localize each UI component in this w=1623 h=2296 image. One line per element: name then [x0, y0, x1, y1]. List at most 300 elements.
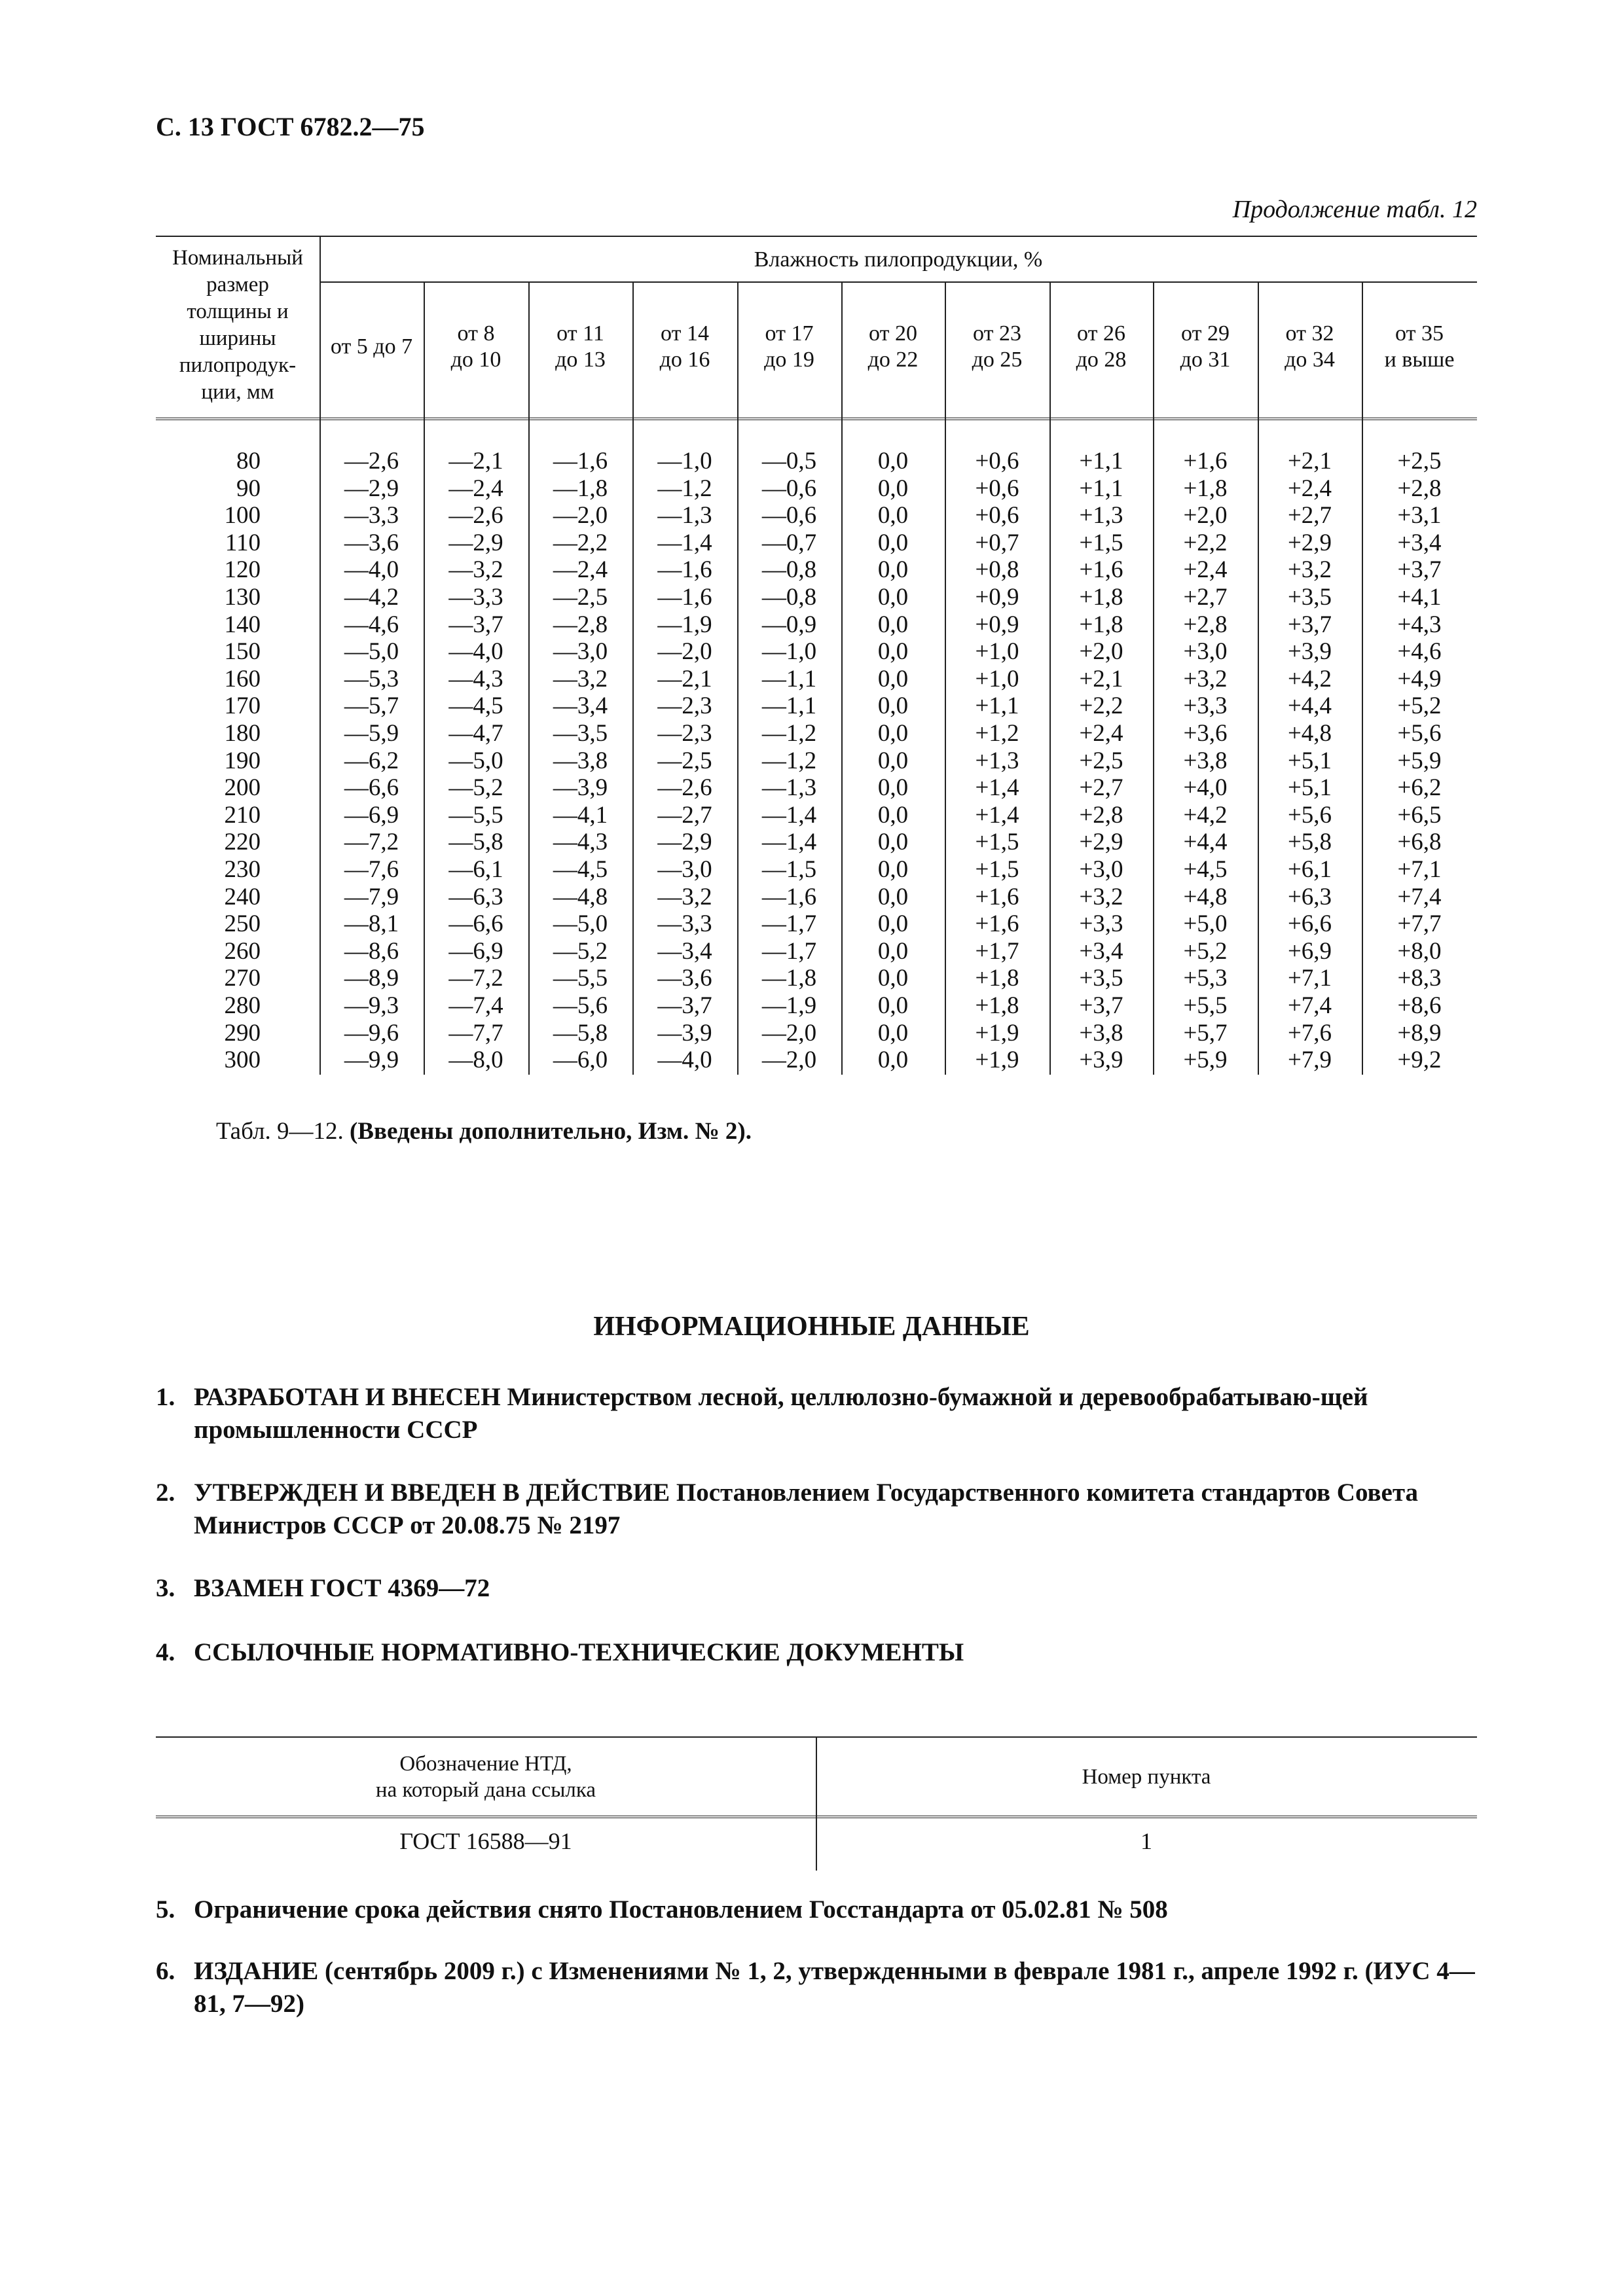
moisture-value-cell: —1,1	[761, 692, 817, 720]
moisture-value-cell: +5,5	[1183, 992, 1228, 1019]
table-body	[156, 420, 1477, 1075]
moisture-value-cell: —4,0	[344, 556, 399, 584]
moisture-value-cell: —2,7	[657, 801, 712, 829]
moisture-value-cell: 0,0	[877, 910, 909, 938]
moisture-column-header: от 23 до 25	[972, 321, 1023, 372]
moisture-value-cell: —5,2	[448, 774, 503, 802]
moisture-value-cell: +5,2	[1183, 937, 1228, 965]
moisture-value-cell: —7,9	[344, 883, 399, 910]
moisture-value-cell: +4,5	[1183, 856, 1228, 883]
table-row	[156, 529, 1477, 557]
table-row	[156, 910, 1477, 938]
size-cell: 170	[224, 692, 261, 720]
table-row	[156, 475, 1477, 503]
table-column-divider	[737, 281, 739, 1075]
moisture-value-cell: +8,6	[1397, 992, 1442, 1019]
table-row	[156, 584, 1477, 611]
moisture-value-cell: —1,0	[761, 638, 817, 666]
size-cell: 90	[236, 475, 261, 502]
size-cell: 110	[225, 529, 261, 556]
moisture-value-cell: +5,6	[1287, 801, 1332, 829]
moisture-value-cell: +1,0	[975, 638, 1019, 666]
moisture-value-cell: +1,5	[975, 856, 1019, 883]
moisture-column-header: от 11 до 13	[555, 321, 606, 372]
moisture-value-cell: +7,4	[1287, 992, 1332, 1019]
moisture-value-cell: +1,9	[975, 1019, 1019, 1047]
moisture-value-cell: +3,8	[1079, 1019, 1123, 1047]
moisture-value-cell: —1,3	[761, 774, 817, 802]
moisture-value-cell: +3,0	[1183, 638, 1228, 666]
ntd-designation-header: Обозначение НТД, на который дана ссылка	[375, 1752, 596, 1802]
moisture-value-cell: +1,6	[1079, 556, 1123, 584]
moisture-value-cell: —4,0	[448, 638, 503, 666]
moisture-value-cell: +1,1	[975, 692, 1019, 720]
moisture-value-cell: 0,0	[877, 883, 909, 910]
moisture-column-header: от 17 до 19	[764, 321, 814, 372]
moisture-value-cell: —5,7	[344, 692, 399, 720]
moisture-value-cell: —2,1	[448, 448, 503, 475]
moisture-value-cell: 0,0	[877, 720, 909, 747]
moisture-value-cell: —1,0	[657, 448, 712, 475]
table-footnote: Табл. 9—12. (Введены дополнительно, Изм. № 2).	[216, 1118, 752, 1145]
moisture-value-cell: +3,3	[1183, 692, 1228, 720]
moisture-value-cell: 0,0	[877, 801, 909, 829]
moisture-value-cell: +2,0	[1183, 502, 1228, 529]
moisture-value-cell: +2,8	[1079, 801, 1123, 829]
moisture-value-cell: +2,7	[1287, 502, 1332, 529]
moisture-value-cell: +5,6	[1397, 720, 1442, 747]
moisture-value-cell: —8,6	[344, 937, 399, 965]
moisture-value-cell: —1,6	[657, 584, 712, 611]
moisture-value-cell: —4,6	[344, 611, 399, 638]
size-cell: 100	[224, 502, 261, 529]
moisture-value-cell: +3,7	[1397, 556, 1442, 584]
table-row	[156, 448, 1477, 475]
moisture-value-cell: —2,0	[657, 638, 712, 666]
table-row	[156, 774, 1477, 802]
moisture-value-cell: —3,3	[344, 502, 399, 529]
moisture-value-cell: —2,2	[553, 529, 608, 556]
ntd-column-divider	[816, 1736, 817, 1871]
moisture-value-cell: —1,7	[761, 910, 817, 938]
moisture-column-header: от 20 до 22	[867, 321, 919, 372]
moisture-value-cell: +3,4	[1079, 937, 1123, 965]
moisture-value-cell: —2,3	[657, 720, 712, 747]
moisture-value-cell: +1,0	[975, 665, 1019, 692]
size-cell: 200	[224, 774, 261, 802]
size-cell: 210	[224, 801, 261, 829]
moisture-value-cell: +7,9	[1287, 1047, 1332, 1074]
table-column-divider	[1049, 281, 1051, 1075]
size-cell: 280	[224, 992, 261, 1019]
moisture-value-cell: +5,2	[1397, 692, 1442, 720]
moisture-value-cell: —9,9	[344, 1047, 399, 1074]
moisture-value-cell: —1,1	[761, 665, 817, 692]
table-row	[156, 720, 1477, 747]
moisture-value-cell: +2,8	[1397, 475, 1442, 502]
moisture-value-cell: +4,0	[1183, 774, 1228, 802]
moisture-value-cell: +3,8	[1183, 747, 1228, 774]
moisture-value-cell: —3,2	[553, 665, 608, 692]
info-section-title: ИНФОРМАЦИОННЫЕ ДАННЫЕ	[593, 1312, 1030, 1342]
table-column-divider	[1153, 281, 1154, 1075]
moisture-value-cell: —3,2	[448, 556, 503, 584]
moisture-value-cell: —7,2	[344, 829, 399, 856]
moisture-value-cell: —4,5	[553, 856, 608, 883]
moisture-value-cell: —2,9	[344, 475, 399, 502]
moisture-value-cell: +1,8	[1183, 475, 1228, 502]
moisture-value-cell: —3,9	[553, 774, 608, 802]
moisture-value-cell: —9,6	[344, 1019, 399, 1047]
moisture-value-cell: +0,7	[975, 529, 1019, 556]
moisture-group-header: Влажность пилопродукции, %	[319, 237, 1477, 283]
moisture-value-cell: +9,2	[1397, 1047, 1442, 1074]
moisture-value-cell: —3,7	[448, 611, 503, 638]
info-item-6: 6. ИЗДАНИЕ (сентябрь 2009 г.) с Изменениями № 1, 2, утвержденными в феврале 1981 г., апреле 1992 г. (ИУС 4—81, 7—92)	[156, 1957, 1475, 2018]
size-cell: 130	[224, 584, 261, 611]
moisture-column-header: от 14 до 16	[659, 321, 710, 372]
moisture-value-cell: —0,5	[761, 448, 817, 475]
moisture-value-cell: —6,0	[553, 1047, 608, 1074]
moisture-value-cell: —2,8	[553, 611, 608, 638]
moisture-value-cell: +1,5	[975, 829, 1019, 856]
moisture-value-cell: 0,0	[877, 692, 909, 720]
size-cell: 220	[224, 829, 261, 856]
moisture-value-cell: —1,9	[761, 992, 817, 1019]
moisture-value-cell: +2,2	[1183, 529, 1228, 556]
moisture-value-cell: +1,4	[975, 774, 1019, 802]
moisture-value-cell: +2,9	[1079, 829, 1123, 856]
moisture-value-cell: —1,3	[657, 502, 712, 529]
table-row	[156, 938, 1477, 965]
table-row	[156, 1020, 1477, 1047]
moisture-value-cell: +3,7	[1287, 611, 1332, 638]
moisture-value-cell: —7,6	[344, 856, 399, 883]
moisture-column-header: от 35 и выше	[1384, 321, 1455, 372]
moisture-value-cell: +4,2	[1287, 665, 1332, 692]
table-column-divider	[632, 281, 634, 1075]
moisture-value-cell: 0,0	[877, 856, 909, 883]
moisture-value-cell: —1,6	[553, 448, 608, 475]
moisture-value-cell: —4,8	[553, 883, 608, 910]
moisture-value-cell: —1,6	[761, 883, 817, 910]
moisture-value-cell: —4,3	[448, 665, 503, 692]
moisture-value-cell: —5,5	[553, 965, 608, 992]
table-row	[156, 802, 1477, 829]
moisture-value-cell: +0,9	[975, 584, 1019, 611]
moisture-value-cell: —6,3	[448, 883, 503, 910]
table-row	[156, 502, 1477, 529]
moisture-value-cell: +1,8	[1079, 611, 1123, 638]
moisture-value-cell: +2,4	[1287, 475, 1332, 502]
moisture-value-cell: —3,7	[657, 992, 712, 1019]
moisture-value-cell: +4,4	[1183, 829, 1228, 856]
moisture-value-cell: —6,9	[448, 937, 503, 965]
moisture-value-cell: —2,4	[448, 475, 503, 502]
moisture-value-cell: +3,9	[1079, 1047, 1123, 1074]
moisture-value-cell: —0,6	[761, 475, 817, 502]
size-cell: 140	[224, 611, 261, 638]
moisture-value-cell: —4,5	[448, 692, 503, 720]
moisture-value-cell: +6,6	[1287, 910, 1332, 938]
moisture-value-cell: —5,6	[553, 992, 608, 1019]
moisture-value-cell: —1,5	[761, 856, 817, 883]
moisture-value-cell: +2,7	[1079, 774, 1123, 802]
moisture-value-cell: +1,6	[975, 883, 1019, 910]
moisture-value-cell: +4,2	[1183, 801, 1228, 829]
table-row	[156, 666, 1477, 693]
moisture-value-cell: 0,0	[877, 584, 909, 611]
moisture-value-cell: +3,2	[1183, 665, 1228, 692]
size-cell: 250	[224, 910, 261, 938]
moisture-value-cell: +6,9	[1287, 937, 1332, 965]
table-row	[156, 884, 1477, 911]
moisture-value-cell: —3,6	[344, 529, 399, 556]
moisture-value-cell: —4,0	[657, 1047, 712, 1074]
moisture-value-cell: +2,1	[1287, 448, 1332, 475]
moisture-value-cell: +3,1	[1397, 502, 1442, 529]
moisture-value-cell: —1,2	[761, 747, 817, 774]
moisture-value-cell: +5,7	[1183, 1019, 1228, 1047]
moisture-value-cell: +8,3	[1397, 965, 1442, 992]
moisture-value-cell: —1,2	[657, 475, 712, 502]
moisture-value-cell: —3,6	[657, 965, 712, 992]
moisture-value-cell: —4,7	[448, 720, 503, 747]
moisture-value-cell: +8,9	[1397, 1019, 1442, 1047]
moisture-value-cell: +7,7	[1397, 910, 1442, 938]
table-column-divider	[1362, 281, 1363, 1075]
moisture-value-cell: —8,0	[448, 1047, 503, 1074]
moisture-value-cell: —1,6	[657, 556, 712, 584]
size-cell: 120	[224, 556, 261, 584]
moisture-value-cell: +2,4	[1079, 720, 1123, 747]
table-row	[156, 611, 1477, 639]
moisture-value-cell: +2,8	[1183, 611, 1228, 638]
page-title: С. 13 ГОСТ 6782.2—75	[156, 112, 425, 141]
table-column-divider	[528, 281, 530, 1075]
size-cell: 240	[224, 883, 261, 910]
moisture-value-cell: —0,7	[761, 529, 817, 556]
moisture-value-cell: +2,0	[1079, 638, 1123, 666]
moisture-value-cell: —2,6	[344, 448, 399, 475]
moisture-value-cell: +5,9	[1397, 747, 1442, 774]
moisture-value-cell: —5,0	[344, 638, 399, 666]
moisture-value-cell: —0,8	[761, 556, 817, 584]
ntd-reference-table	[156, 1736, 1477, 1871]
info-item-4: 4. ССЫЛОЧНЫЕ НОРМАТИВНО-ТЕХНИЧЕСКИЕ ДОКУМЕНТЫ	[156, 1638, 964, 1666]
moisture-value-cell: +2,5	[1079, 747, 1123, 774]
moisture-value-cell: +4,8	[1183, 883, 1228, 910]
info-item-5: 5. Ограничение срока действия снято Постановлением Госстандарта от 05.02.81 № 508	[156, 1895, 1168, 1924]
moisture-value-cell: +6,2	[1397, 774, 1442, 802]
moisture-column-header: от 26 до 28	[1076, 321, 1127, 372]
table-column-divider	[424, 281, 425, 1075]
moisture-value-cell: —2,5	[553, 584, 608, 611]
ntd-clause-header: Номер пункта	[1082, 1765, 1211, 1789]
ntd-clause-cell: 1	[1140, 1828, 1152, 1854]
moisture-value-cell: —6,9	[344, 801, 399, 829]
moisture-column-header: от 5 до 7	[330, 334, 413, 359]
table-row	[156, 965, 1477, 992]
moisture-value-cell: —3,0	[657, 856, 712, 883]
moisture-value-cell: +5,1	[1287, 747, 1332, 774]
moisture-value-cell: —9,3	[344, 992, 399, 1019]
moisture-value-cell: —3,3	[657, 910, 712, 938]
moisture-value-cell: +1,7	[975, 937, 1019, 965]
size-column-header: Номинальный размер толщины и ширины пилопродук- ции, мм	[172, 246, 303, 404]
moisture-value-cell: —4,1	[553, 801, 608, 829]
moisture-value-cell: —3,2	[657, 883, 712, 910]
moisture-value-cell: —2,1	[657, 665, 712, 692]
size-cell: 150	[224, 638, 261, 666]
moisture-value-cell: +7,6	[1287, 1019, 1332, 1047]
moisture-value-cell: —2,3	[657, 692, 712, 720]
moisture-value-cell: +5,1	[1287, 774, 1332, 802]
table-row	[156, 1047, 1477, 1074]
moisture-value-cell: 0,0	[877, 529, 909, 556]
moisture-value-cell: +1,1	[1079, 448, 1123, 475]
moisture-value-cell: +3,3	[1079, 910, 1123, 938]
moisture-value-cell: +7,1	[1397, 856, 1442, 883]
moisture-value-cell: +0,9	[975, 611, 1019, 638]
moisture-value-cell: +5,8	[1287, 829, 1332, 856]
moisture-value-cell: —3,5	[553, 720, 608, 747]
moisture-value-cell: —5,9	[344, 720, 399, 747]
table-column-divider	[1258, 281, 1259, 1075]
moisture-value-cell: 0,0	[877, 1047, 909, 1074]
moisture-value-cell: +1,8	[975, 965, 1019, 992]
moisture-value-cell: +1,1	[1079, 475, 1123, 502]
table-row	[156, 692, 1477, 720]
moisture-value-cell: +3,4	[1397, 529, 1442, 556]
table-column-divider	[945, 281, 946, 1075]
moisture-value-cell: +4,1	[1397, 584, 1442, 611]
moisture-value-cell: +3,5	[1287, 584, 1332, 611]
moisture-column-header: от 8 до 10	[450, 321, 501, 372]
moisture-value-cell: —2,5	[657, 747, 712, 774]
info-item-2: 2. УТВЕРЖДЕН И ВВЕДЕН В ДЕЙСТВИЕ Постановлением Государственного комитета стандартов Совета Министров СССР от 20.08.75 № 2197	[156, 1479, 1418, 1539]
moisture-value-cell: +3,2	[1079, 883, 1123, 910]
size-cell: 290	[224, 1019, 261, 1047]
moisture-value-cell: —7,2	[448, 965, 503, 992]
moisture-value-cell: +4,4	[1287, 692, 1332, 720]
moisture-value-cell: 0,0	[877, 1019, 909, 1047]
moisture-value-cell: +8,0	[1397, 937, 1442, 965]
moisture-value-cell: —1,9	[657, 611, 712, 638]
size-cell: 230	[224, 856, 261, 883]
moisture-value-cell: +5,0	[1183, 910, 1228, 938]
moisture-value-cell: —4,2	[344, 584, 399, 611]
moisture-value-cell: 0,0	[877, 937, 909, 965]
moisture-value-cell: —8,1	[344, 910, 399, 938]
moisture-value-cell: +4,3	[1397, 611, 1442, 638]
moisture-value-cell: 0,0	[877, 965, 909, 992]
table-row	[156, 556, 1477, 584]
table-row	[156, 747, 1477, 775]
moisture-value-cell: —1,4	[657, 529, 712, 556]
moisture-value-cell: +2,9	[1287, 529, 1332, 556]
moisture-value-cell: —6,1	[448, 856, 503, 883]
moisture-value-cell: +1,2	[975, 720, 1019, 747]
moisture-value-cell: —7,4	[448, 992, 503, 1019]
moisture-value-cell: 0,0	[877, 448, 909, 475]
moisture-value-cell: 0,0	[877, 638, 909, 666]
moisture-value-cell: 0,0	[877, 747, 909, 774]
moisture-value-cell: —1,4	[761, 801, 817, 829]
moisture-value-cell: +6,8	[1397, 829, 1442, 856]
moisture-value-cell: 0,0	[877, 475, 909, 502]
moisture-value-cell: +6,5	[1397, 801, 1442, 829]
moisture-value-cell: —3,4	[553, 692, 608, 720]
moisture-value-cell: —2,6	[657, 774, 712, 802]
ntd-designation-cell: ГОСТ 16588—91	[399, 1828, 572, 1854]
moisture-value-cell: —2,6	[448, 502, 503, 529]
moisture-value-cell: 0,0	[877, 665, 909, 692]
moisture-value-cell: —6,6	[448, 910, 503, 938]
moisture-value-cell: +4,6	[1397, 638, 1442, 666]
size-cell: 190	[224, 747, 261, 774]
moisture-value-cell: —3,3	[448, 584, 503, 611]
moisture-value-cell: —5,8	[553, 1019, 608, 1047]
size-cell: 160	[224, 665, 261, 692]
moisture-value-cell: 0,0	[877, 556, 909, 584]
moisture-value-cell: +1,8	[1079, 584, 1123, 611]
moisture-value-cell: +2,4	[1183, 556, 1228, 584]
size-cell: 300	[224, 1047, 261, 1074]
table-column-divider	[841, 281, 843, 1075]
moisture-column-header: от 29 до 31	[1180, 321, 1231, 372]
moisture-value-cell: —0,6	[761, 502, 817, 529]
moisture-value-cell: —5,3	[344, 665, 399, 692]
table-continuation-note: Продолжение табл. 12	[1232, 196, 1477, 223]
moisture-value-cell: 0,0	[877, 992, 909, 1019]
moisture-value-cell: +1,6	[1183, 448, 1228, 475]
moisture-value-cell: +2,2	[1079, 692, 1123, 720]
moisture-value-cell: 0,0	[877, 502, 909, 529]
table-row	[156, 829, 1477, 856]
moisture-value-cell: —2,0	[761, 1019, 817, 1047]
moisture-value-cell: +2,1	[1079, 665, 1123, 692]
moisture-value-cell: 0,0	[877, 829, 909, 856]
moisture-value-cell: —3,8	[553, 747, 608, 774]
moisture-value-cell: +4,9	[1397, 665, 1442, 692]
moisture-value-cell: —8,9	[344, 965, 399, 992]
moisture-value-cell: —0,9	[761, 611, 817, 638]
moisture-value-cell: +1,3	[1079, 502, 1123, 529]
moisture-value-cell: +5,3	[1183, 965, 1228, 992]
moisture-value-cell: —2,9	[657, 829, 712, 856]
moisture-table	[156, 236, 1477, 1075]
moisture-value-cell: —2,0	[761, 1047, 817, 1074]
moisture-value-cell: —7,7	[448, 1019, 503, 1047]
moisture-value-cell: +1,5	[1079, 529, 1123, 556]
moisture-value-cell: —1,8	[761, 965, 817, 992]
moisture-value-cell: +1,8	[975, 992, 1019, 1019]
moisture-value-cell: —2,4	[553, 556, 608, 584]
moisture-value-cell: 0,0	[877, 611, 909, 638]
table-header	[156, 236, 1477, 420]
moisture-value-cell: +2,5	[1397, 448, 1442, 475]
moisture-value-cell: —6,2	[344, 747, 399, 774]
moisture-value-cell: —5,2	[553, 937, 608, 965]
moisture-value-cell: +3,5	[1079, 965, 1123, 992]
moisture-value-cell: —2,0	[553, 502, 608, 529]
moisture-value-cell: 0,0	[877, 774, 909, 802]
moisture-value-cell: +0,8	[975, 556, 1019, 584]
moisture-value-cell: +2,7	[1183, 584, 1228, 611]
info-item-1: 1. РАЗРАБОТАН И ВНЕСЕН Министерством лесной, целлюлозно-бумажной и деревообрабатываю-щей промышленности СССР	[156, 1383, 1368, 1444]
info-item-3: 3. ВЗАМЕН ГОСТ 4369—72	[156, 1574, 490, 1602]
